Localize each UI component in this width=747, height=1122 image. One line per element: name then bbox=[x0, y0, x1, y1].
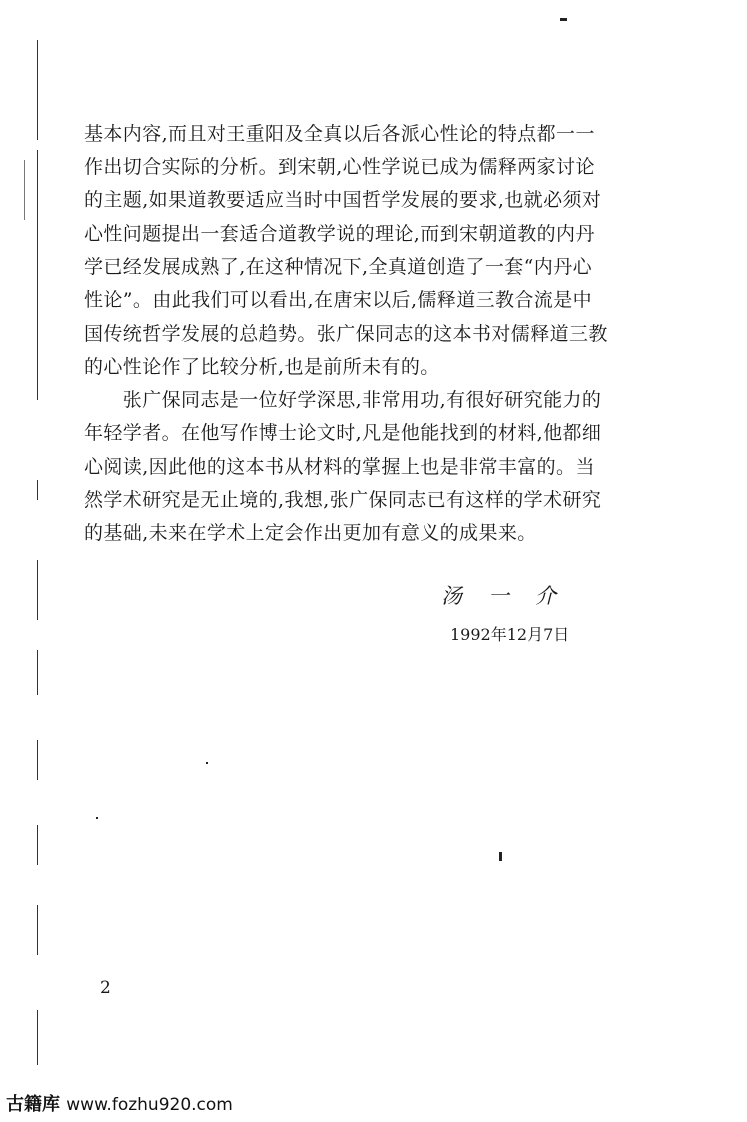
body-text-line: 国传统哲学发展的总趋势。张广保同志的这本书对儒释道三教 bbox=[84, 323, 608, 345]
scan-margin-mark bbox=[24, 160, 25, 220]
author-signature: 汤一介 bbox=[441, 584, 582, 608]
scan-speck bbox=[560, 18, 567, 21]
scan-margin-mark bbox=[37, 905, 38, 955]
body-text-line: 然学术研究是无止境的,我想,张广保同志已有这样的学术研究 bbox=[84, 489, 602, 511]
body-text-line: 性论”。由此我们可以看出,在唐宋以后,儒释道三教合流是中 bbox=[84, 289, 592, 311]
body-text-line: 学已经发展成熟了,在这种情况下,全真道创造了一套“内丹心 bbox=[84, 256, 592, 278]
scan-speck bbox=[96, 817, 98, 819]
body-text-line: 心阅读,因此他的这本书从材料的掌握上也是非常丰富的。当 bbox=[84, 456, 595, 478]
scan-speck bbox=[206, 762, 208, 764]
body-text-line: 的基础,未来在学术上定会作出更加有意义的成果来。 bbox=[84, 522, 537, 544]
watermark-site-name: 古籍库 bbox=[6, 1094, 60, 1115]
scan-speck bbox=[499, 852, 502, 861]
scan-margin-mark bbox=[37, 1010, 38, 1065]
scan-margin-mark bbox=[37, 40, 38, 140]
page-number: 2 bbox=[100, 978, 111, 998]
body-text-line: 张广保同志是一位好学深思,非常用功,有很好研究能力的 bbox=[84, 389, 602, 411]
body-text-line: 心性问题提出一套适合道教学说的理论,而到宋朝道教的内丹 bbox=[84, 223, 595, 245]
scan-margin-mark bbox=[37, 560, 38, 620]
body-text-line: 的主题,如果道教要适应当时中国哲学发展的要求,也就必须对 bbox=[84, 189, 602, 211]
scan-margin-mark bbox=[37, 825, 38, 865]
watermark-url: www.fozhu920.com bbox=[66, 1095, 233, 1115]
body-text-line: 的心性论作了比较分析,也是前所未有的。 bbox=[84, 356, 440, 378]
scan-margin-mark bbox=[37, 480, 38, 500]
body-text-line: 作出切合实际的分析。到宋朝,心性学说已成为儒释两家讨论 bbox=[84, 156, 595, 178]
scan-margin-mark bbox=[37, 150, 38, 400]
body-text-line: 基本内容,而且对王重阳及全真以后各派心性论的特点都一一 bbox=[84, 123, 595, 145]
body-text-line: 年轻学者。在他写作博士论文时,凡是他能找到的材料,他都细 bbox=[84, 422, 602, 444]
site-watermark bbox=[6, 1090, 233, 1116]
scan-margin-mark bbox=[37, 650, 38, 695]
signature-date: 1992年12月7日 bbox=[450, 625, 570, 644]
scan-margin-mark bbox=[37, 740, 38, 780]
